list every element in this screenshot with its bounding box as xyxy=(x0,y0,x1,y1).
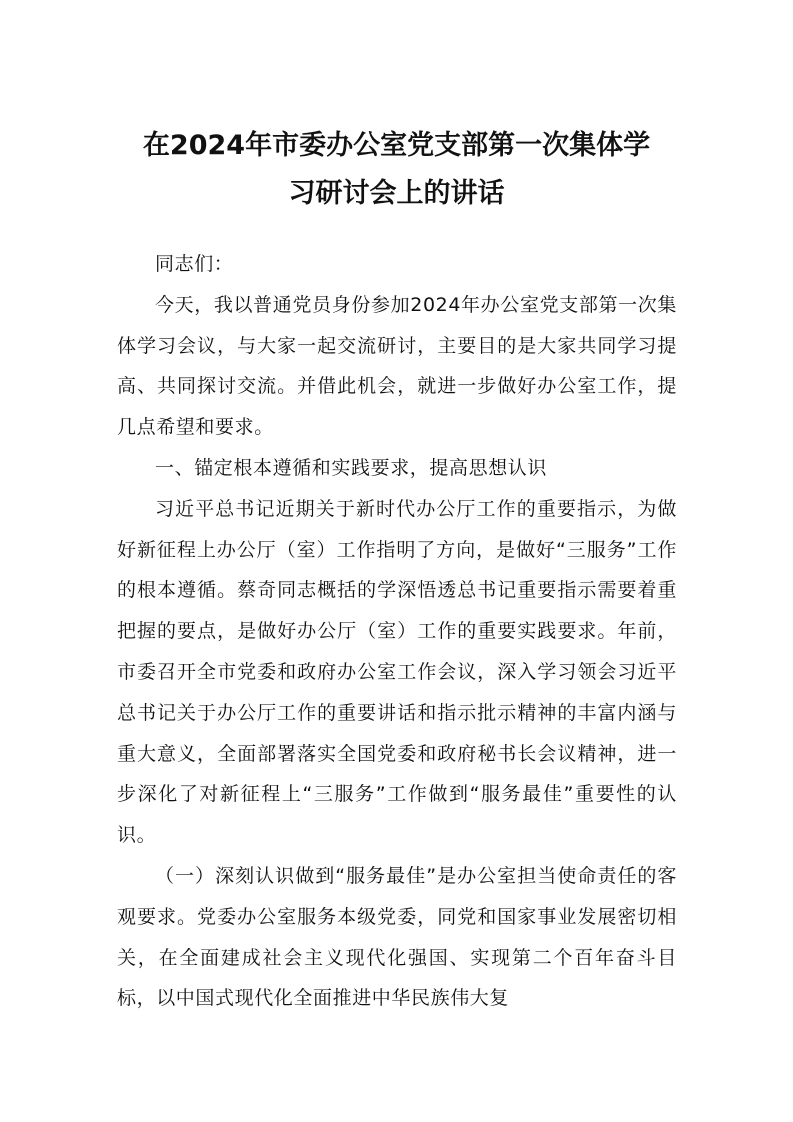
document-title-line-1: 在2024年市委办公室党支部第一次集体学 xyxy=(142,130,651,161)
document-body xyxy=(117,244,677,1019)
section-heading-1: 一、锚定根本遵循和实践要求，提高思想认识 xyxy=(155,456,548,479)
document-title-line-2: 习研讨会上的讲话 xyxy=(288,178,505,209)
paragraph-subsection-1: （一）深刻认识做到“服务最佳”是办公室担当使命责任的客观要求。党委办公室服务本级党委，同党和国家事业发展密切相关，在全面建成社会主义现代化强国、实现第二个百年奋斗目标，以中国式现代化全面推进中华民族伟大复 xyxy=(117,864,677,1010)
paragraph-intro: 今天，我以普通党员身份参加2024年办公室党支部第一次集体学习会议，与大家一起交流研讨，主要目的是大家共同学习提高、共同探讨交流。并借此机会，就进一步做好办公室工作，提几点希望和要求。 xyxy=(117,293,677,439)
paragraph-section-1: 习近平总书记近期关于新时代办公厅工作的重要指示，为做好新征程上办公厅（室）工作指明了方向，是做好“三服务”工作的根本遵循。蔡奇同志概括的学深悟透总书记重要指示需要着重把握的要点，是做好办公厅（室）工作的重要实践要求。年前，市委召开全市党委和政府办公室工作会议，深入学习领会习近平总书记关于办公厅工作的重要讲话和指示批示精神的丰富内涵与重大意义，全面部署落实全国党委和政府秘书长会议精神，进一步深化了对新征程上“三服务”工作做到“服务最佳”重要性的认识。 xyxy=(117,497,677,847)
salutation: 同志们： xyxy=(155,253,234,275)
